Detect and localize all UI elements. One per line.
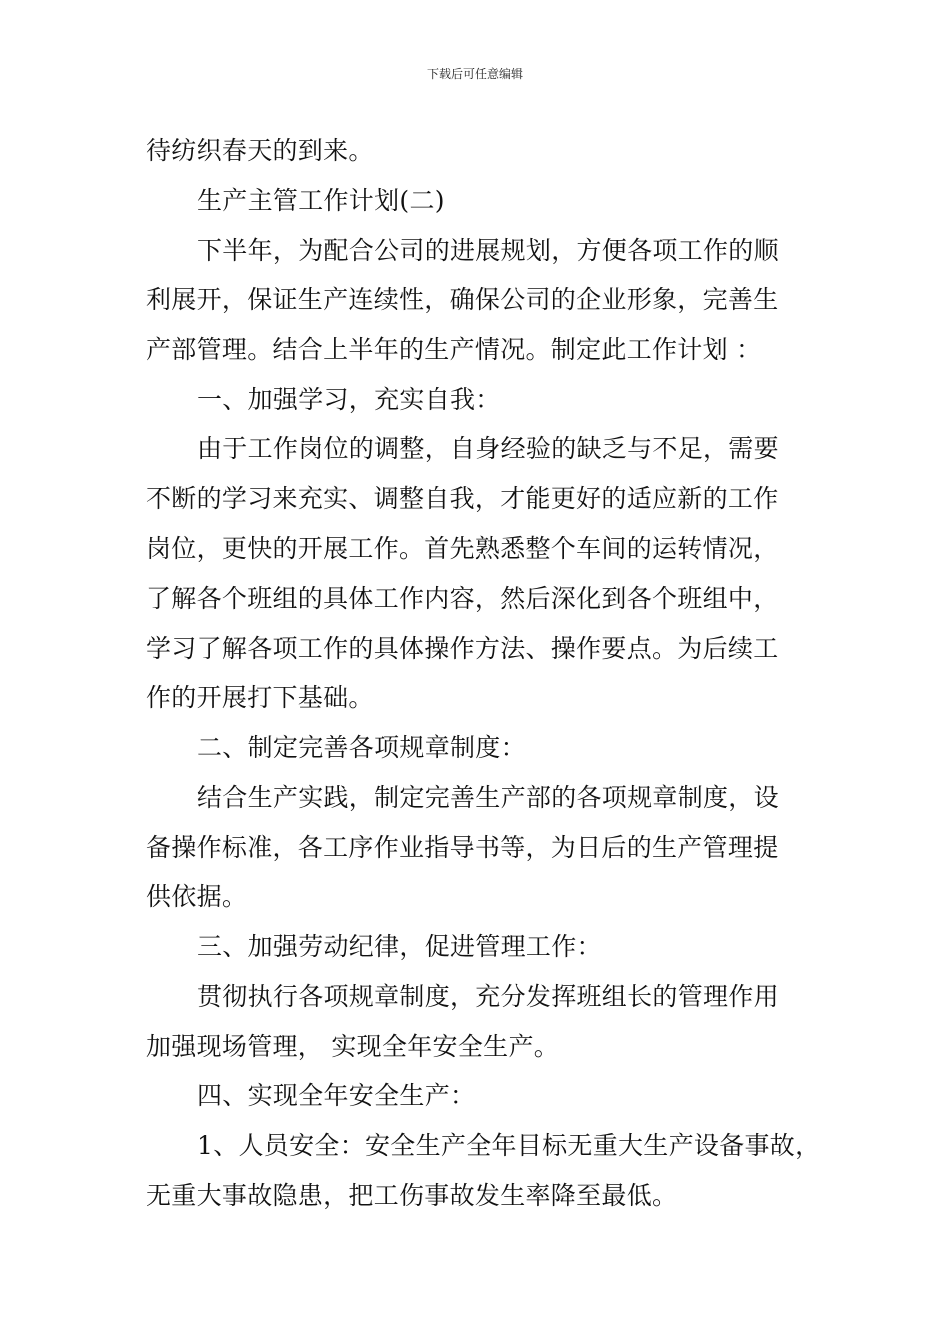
text-line: 一、加强学习，充实自我： bbox=[197, 385, 501, 414]
text-line: 学习了解各项工作的具体操作方法、操作要点。为后续工 bbox=[146, 634, 779, 663]
text-line: 四、实现全年安全生产： bbox=[197, 1081, 476, 1110]
text-line: 由于工作岗位的调整，自身经验的缺乏与不足，需要 bbox=[197, 434, 779, 463]
text-line: 供依据。 bbox=[146, 882, 248, 911]
text-line: 备操作标准，各工序作业指导书等，为日后的生产管理提 bbox=[146, 833, 779, 862]
text-line: 二、制定完善各项规章制度： bbox=[197, 733, 526, 762]
text-line: 生产主管工作计划(二) bbox=[197, 186, 445, 215]
text-line: 产部管理。结合上半年的生产情况。制定此工作计划 ： bbox=[146, 335, 762, 364]
text-line: 了解各个班组的具体工作内容，然后深化到各个班组中， bbox=[146, 584, 779, 613]
text-line: 待纺织春天的到来。 bbox=[146, 136, 374, 165]
text-line: 不断的学习来充实、调整自我，才能更好的适应新的工作 bbox=[146, 484, 779, 513]
text-line: 贯彻执行各项规章制度，充分发挥班组长的管理作用 bbox=[197, 982, 779, 1011]
text-line: 下半年，为配合公司的进展规划，方便各项工作的顺 bbox=[197, 236, 779, 265]
text-line: 结合生产实践，制定完善生产部的各项规章制度，设 bbox=[197, 783, 779, 812]
text-line: 作的开展打下基础。 bbox=[146, 683, 374, 712]
text-line: 无重大事故隐患，把工伤事故发生率降至最低。 bbox=[146, 1181, 678, 1210]
text-line: 三、加强劳动纪律，促进管理工作： bbox=[197, 932, 602, 961]
text-line: 加强现场管理， 实现全年安全生产。 bbox=[146, 1032, 560, 1061]
text-line: 岗位，更快的开展工作。首先熟悉整个车间的运转情况， bbox=[146, 534, 779, 563]
header-note: 下载后可任意编辑 bbox=[426, 67, 523, 81]
text-line: 利展开，保证生产连续性，确保公司的企业形象，完善生 bbox=[146, 285, 779, 314]
text-line: 1、人员安全：安全生产全年目标无重大生产设备事故， bbox=[197, 1131, 821, 1160]
